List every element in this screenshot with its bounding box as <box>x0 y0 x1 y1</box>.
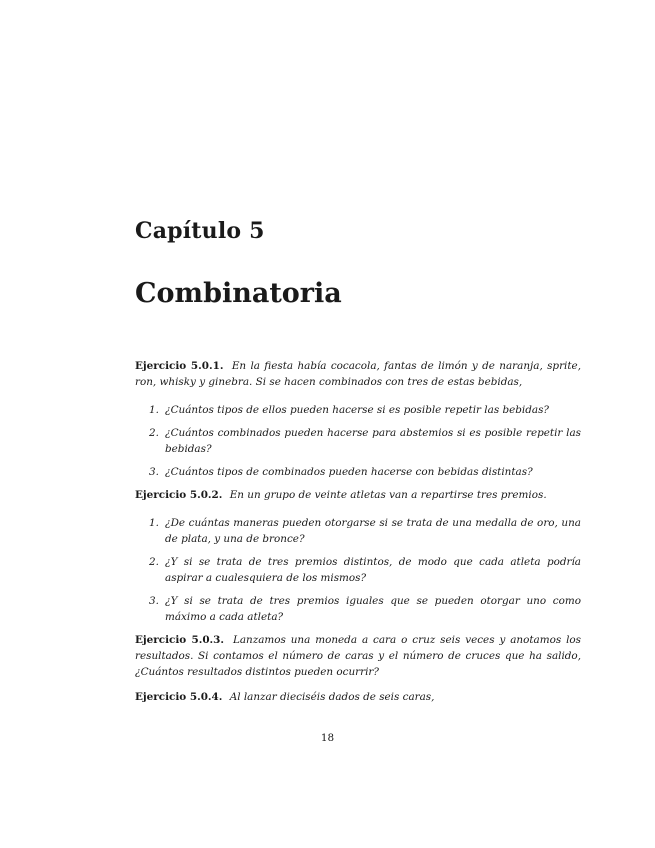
item-number: 1. <box>149 404 159 416</box>
item-text: ¿Y si se trata de tres premios iguales que se pueden otorgar uno como máximo a cada atleta? <box>165 595 581 623</box>
list-item <box>135 554 581 586</box>
exercise-5-0-2 <box>135 487 581 503</box>
list-item <box>135 515 581 547</box>
item-number: 2. <box>149 427 159 439</box>
exercise-statement: Al lanzar dieciséis dados de seis caras, <box>229 691 435 703</box>
exercise-5-0-4 <box>135 689 581 705</box>
item-text: ¿Y si se trata de tres premios distintos, de modo que cada atleta podría aspirar a cualesquiera de los mismos? <box>165 556 581 584</box>
item-text: ¿Cuántos tipos de ellos pueden hacerse si es posible repetir las bebidas? <box>165 404 549 416</box>
page-number: 18 <box>320 732 335 744</box>
item-number: 3. <box>149 466 159 478</box>
list-item <box>135 425 581 457</box>
exercise-heading: Ejercicio 5.0.3. <box>135 634 225 646</box>
chapter-title: Combinatoria <box>135 278 342 309</box>
item-text: ¿Cuántos tipos de combinados pueden hacerse con bebidas distintas? <box>165 466 533 478</box>
item-number: 3. <box>149 595 159 607</box>
exercise-heading: Ejercicio 5.0.1. <box>135 360 224 372</box>
exercise-5-0-3 <box>135 632 581 680</box>
exercise-statement: En la fiesta había cocacola, fantas de limón y de naranja, sprite, ron, whisky y ginebra. Si se hacen combinados con tres de estas bebidas, <box>135 360 581 388</box>
list-item <box>135 402 581 418</box>
exercise-item-list <box>135 515 581 625</box>
exercise-heading: Ejercicio 5.0.2. <box>135 489 223 501</box>
exercise-heading: Ejercicio 5.0.4. <box>135 691 223 703</box>
item-number: 2. <box>149 556 159 568</box>
list-item <box>135 464 581 480</box>
exercise-statement: En un grupo de veinte atletas van a repartirse tres premios. <box>229 489 547 501</box>
exercises-section <box>135 358 581 705</box>
item-text: ¿Cuántos combinados pueden hacerse para abstemios si es posible repetir las bebidas? <box>165 427 581 455</box>
exercise-statement: Lanzamos una moneda a cara o cruz seis veces y anotamos los resultados. Si contamos el número de caras y el número de cruces que ha salido, ¿Cuántos resultados distintos pueden ocurrir? <box>135 634 582 678</box>
chapter-label: Capítulo 5 <box>135 218 265 244</box>
item-text: ¿De cuántas maneras pueden otorgarse si se trata de una medalla de oro, una de plata, y una de bronce? <box>165 517 581 545</box>
item-number: 1. <box>149 517 159 529</box>
exercise-5-0-1 <box>135 358 581 390</box>
exercise-item-list <box>135 402 581 480</box>
list-item <box>135 593 581 625</box>
spacer <box>135 680 581 689</box>
